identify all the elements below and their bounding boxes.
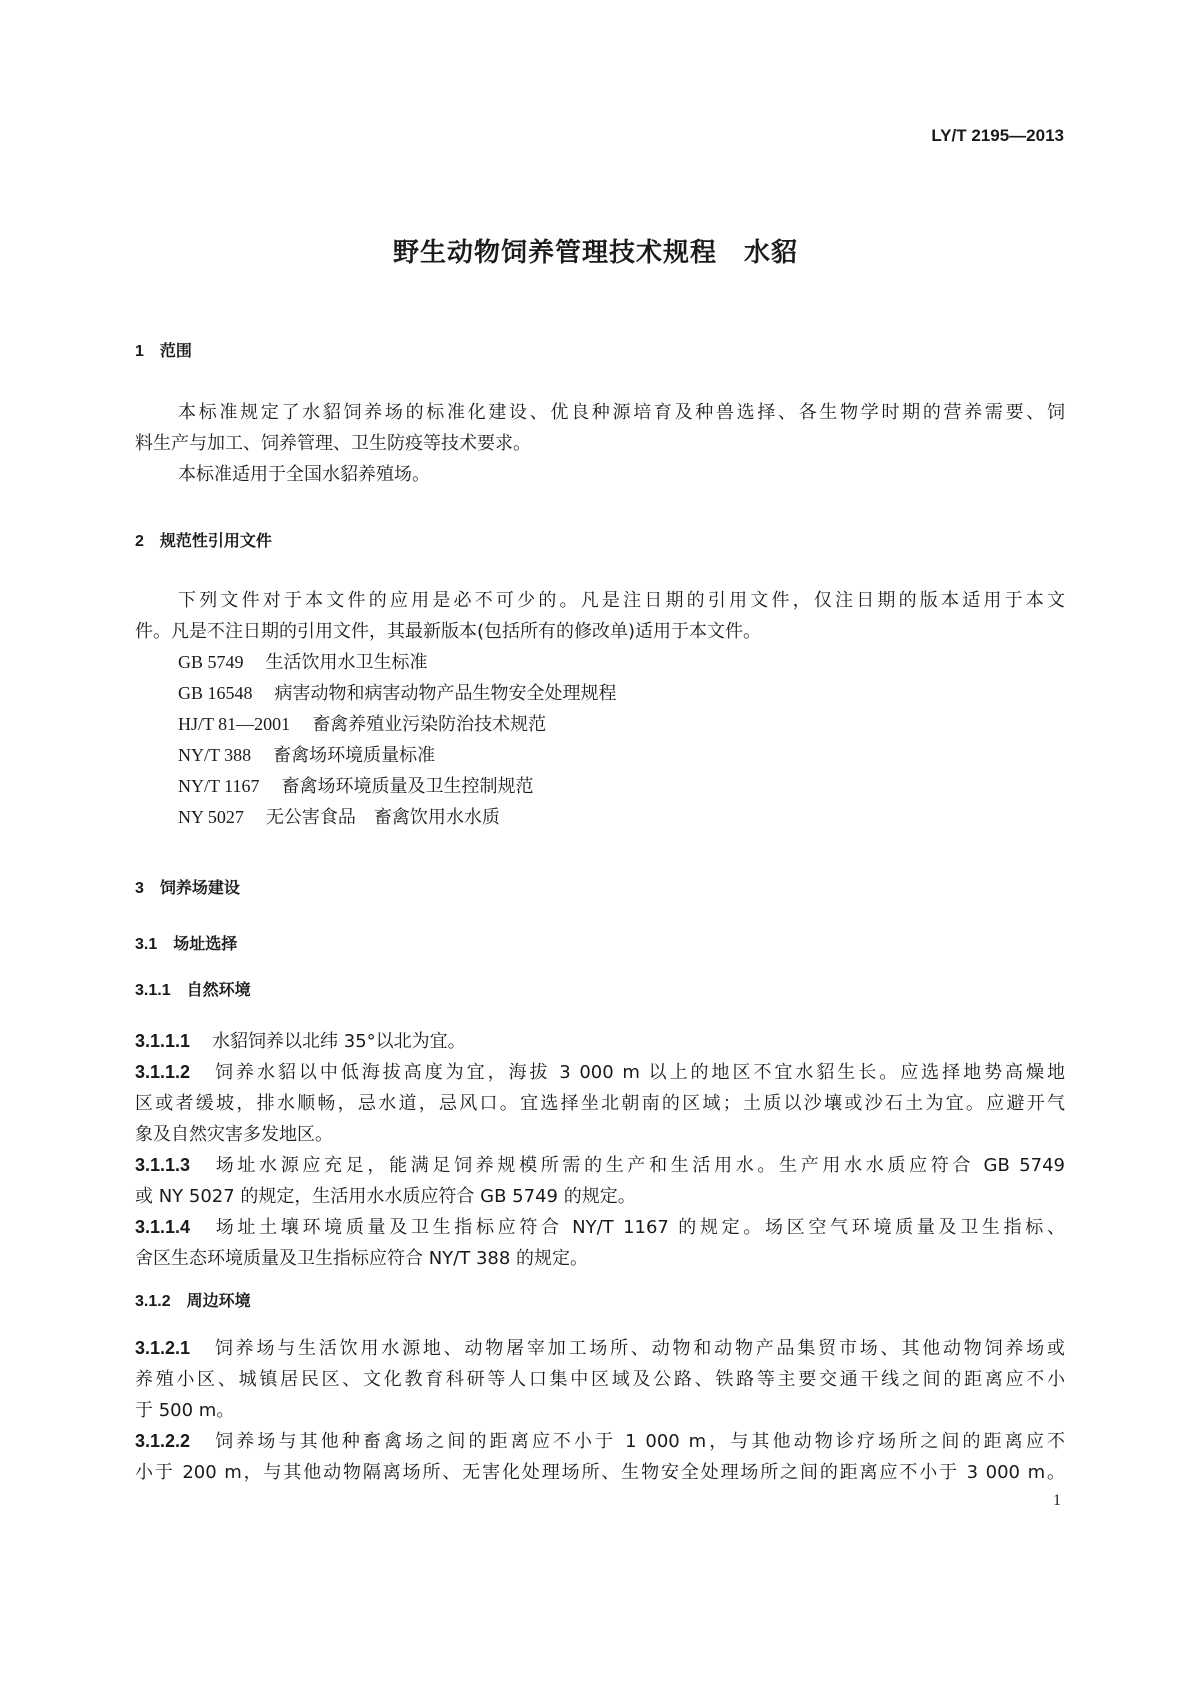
section-3-heading <box>135 875 240 898</box>
section-number: 1 <box>135 343 144 360</box>
reference-item <box>135 647 1065 678</box>
clause-number: 3.1.1.1 <box>135 1031 191 1051</box>
paragraph-line: 本标准规定了水貂饲养场的标准化建设、优良种源培育及种兽选择、各生物学时期的营养需要、饲 <box>178 402 1065 423</box>
clause-number: 3.1.1.2 <box>135 1062 191 1082</box>
reference-code: GB 16548 <box>178 683 253 703</box>
clause-number: 3.1.2.2 <box>135 1431 191 1451</box>
reference-title: 无公害食品 畜禽饮用水水质 <box>265 807 500 828</box>
clause-3-1-2-2 <box>135 1426 1065 1457</box>
clause-3-1-1-4 <box>135 1212 1065 1243</box>
reference-code: NY/T 388 <box>178 745 252 765</box>
paragraph-line: 或 NY 5027 的规定，生活用水水质应符合 GB 5749 的规定。 <box>135 1186 636 1207</box>
reference-code: NY/T 1167 <box>178 776 260 796</box>
section-1-heading <box>135 338 192 361</box>
paragraph-line: 于 500 m。 <box>135 1400 235 1421</box>
paragraph-line: 象及自然灾害多发地区。 <box>135 1124 333 1145</box>
section-number: 3 <box>135 880 144 897</box>
clause-text: 饲养水貂以中低海拔高度为宜，海拔 3 000 m 以上的地区不宜水貂生长。应选择地势高燥地 <box>212 1062 1065 1083</box>
section-number: 2 <box>135 533 144 550</box>
clause-text: 场址水源应充足，能满足饲养规模所需的生产和生活用水。生产用水水质应符合 GB 5749 <box>212 1155 1065 1176</box>
standard-number: LY/T 2195—2013 <box>931 126 1064 145</box>
paragraph-line: 小于 200 m，与其他动物隔离场所、无害化处理场所、生物安全处理场所之间的距离应不小于 3 000 m。 <box>135 1462 1065 1483</box>
paragraph-line: 养殖小区、城镇居民区、文化教育科研等人口集中区域及公路、铁路等主要交通干线之间的距离应不小 <box>135 1369 1065 1390</box>
section-3-1-2-heading <box>135 1288 251 1311</box>
document-title: 野生动物饲养管理技术规程 水貂 <box>392 238 798 268</box>
section-title: 场址选择 <box>173 934 238 953</box>
section-2-body <box>135 585 1065 833</box>
section-title: 周边环境 <box>186 1291 251 1310</box>
section-title: 范围 <box>159 341 192 360</box>
section-title: 自然环境 <box>186 980 251 999</box>
clause-text: 水貂饲养以北纬 35°以北为宜。 <box>212 1031 466 1052</box>
clause-3-1-2-1 <box>135 1333 1065 1364</box>
reference-title: 病害动物和病害动物产品生物安全处理规程 <box>274 683 617 704</box>
reference-item <box>135 771 1065 802</box>
section-1-body <box>135 397 1065 490</box>
clause-number: 3.1.1.4 <box>135 1217 191 1237</box>
clause-number: 3.1.2.1 <box>135 1338 191 1358</box>
section-number: 3.1.2 <box>135 1293 171 1310</box>
clause-text: 饲养场与其他种畜禽场之间的距离应不小于 1 000 m，与其他动物诊疗场所之间的距离应不 <box>212 1431 1065 1452</box>
reference-item <box>135 709 1065 740</box>
reference-item <box>135 802 1065 833</box>
section-2-heading <box>135 528 272 551</box>
clause-text: 场址土壤环境质量及卫生指标应符合 NY/T 1167 的规定。场区空气环境质量及卫生指标、 <box>212 1217 1065 1238</box>
clauses-3-1-1 <box>135 1026 1065 1274</box>
section-title: 规范性引用文件 <box>159 531 272 550</box>
paragraph-line: 本标准适用于全国水貂养殖场。 <box>178 464 430 485</box>
reference-title: 畜禽养殖业污染防治技术规范 <box>312 714 547 735</box>
section-3-1-1-heading <box>135 977 251 1000</box>
reference-code: NY 5027 <box>178 807 244 827</box>
clauses-3-1-2 <box>135 1333 1065 1488</box>
reference-item <box>135 678 1065 709</box>
clause-3-1-1-3 <box>135 1150 1065 1181</box>
paragraph-line: 件。凡是不注日期的引用文件，其最新版本(包括所有的修改单)适用于本文件。 <box>135 621 762 642</box>
section-3-1-heading <box>135 931 237 954</box>
clause-number: 3.1.1.3 <box>135 1155 191 1175</box>
clause-3-1-1-2 <box>135 1057 1065 1088</box>
section-number: 3.1 <box>135 936 158 953</box>
paragraph-line: 下列文件对于本文件的应用是必不可少的。凡是注日期的引用文件，仅注日期的版本适用于本文 <box>178 590 1065 611</box>
paragraph-line: 区或者缓坡，排水顺畅，忌水道，忌风口。宜选择坐北朝南的区域；土质以沙壤或沙石土为宜。应避开气 <box>135 1093 1065 1114</box>
reference-code: GB 5749 <box>178 652 244 672</box>
reference-title: 生活饮用水卫生标准 <box>265 652 428 673</box>
reference-title: 畜禽场环境质量及卫生控制规范 <box>281 776 534 797</box>
clause-text: 饲养场与生活饮用水源地、动物屠宰加工场所、动物和动物产品集贸市场、其他动物饲养场或 <box>212 1338 1065 1359</box>
reference-title: 畜禽场环境质量标准 <box>273 745 436 766</box>
page-number: 1 <box>1053 1492 1061 1509</box>
clause-3-1-1-1 <box>135 1026 1065 1057</box>
section-number: 3.1.1 <box>135 982 171 999</box>
paragraph-line: 舍区生态环境质量及卫生指标应符合 NY/T 388 的规定。 <box>135 1248 589 1269</box>
reference-item <box>135 740 1065 771</box>
reference-code: HJ/T 81—2001 <box>178 714 291 734</box>
section-title: 饲养场建设 <box>159 878 240 897</box>
paragraph-line: 料生产与加工、饲养管理、卫生防疫等技术要求。 <box>135 433 531 454</box>
